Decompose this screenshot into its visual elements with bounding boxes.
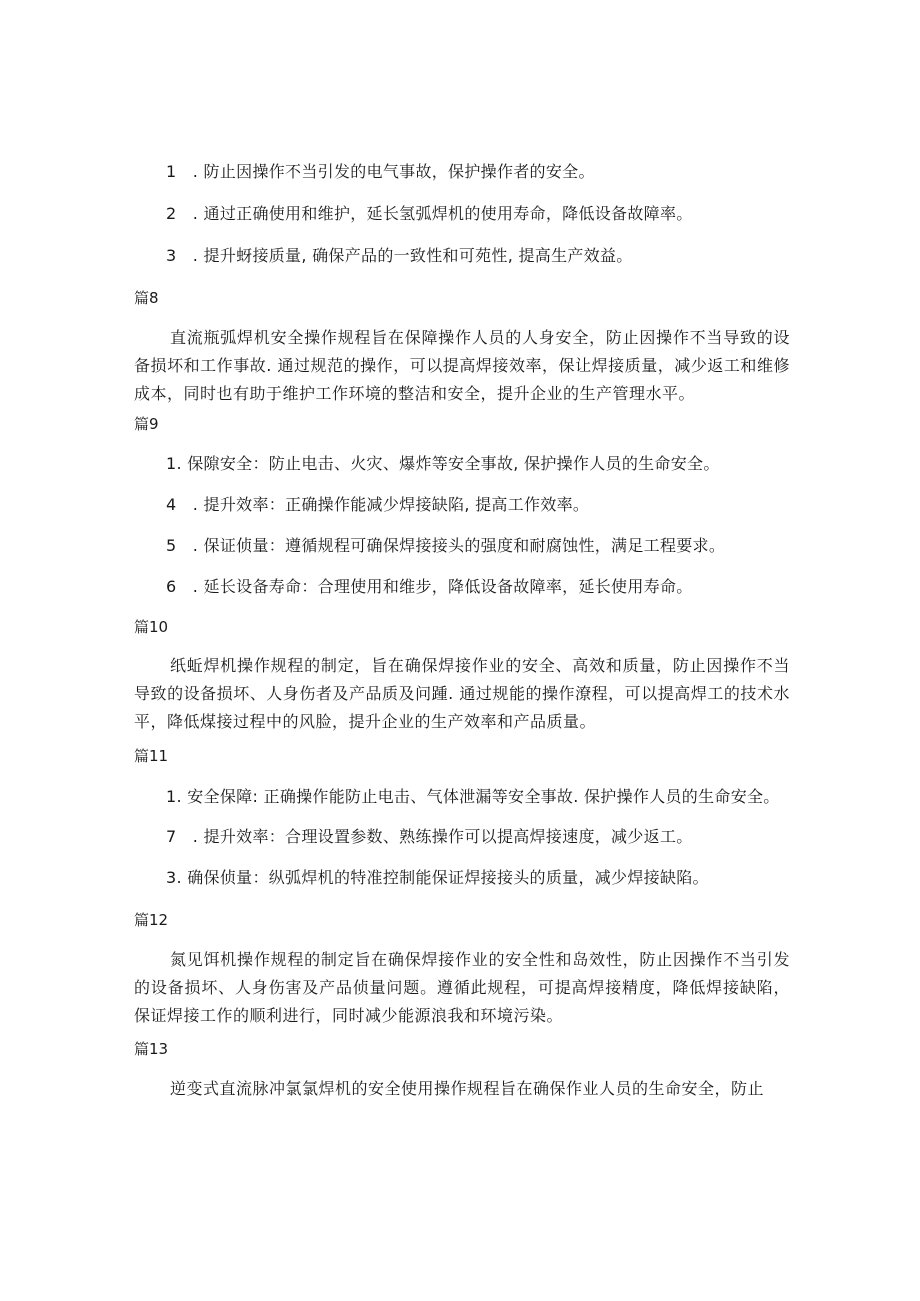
list-item: 1. 安全保障: 正确操作能防止电击、气体泄漏等安全事故. 保护操作人员的生命安全。	[166, 787, 780, 806]
section-heading: 篇13	[134, 1040, 169, 1058]
section-heading: 篇11	[134, 747, 169, 765]
section-heading: 篇9	[134, 415, 159, 433]
paragraph: 逆变式直流脉冲氯氯焊机的安全使用操作规程旨在确保作业人员的生命安全，防止	[170, 1079, 765, 1098]
list-item: 5 . 保证侦量：遵循规程可确保焊接接头的强度和耐腐蚀性，满足工程要求。	[166, 536, 726, 555]
list-item: 3 . 提升蚜接质量, 确保产品的一致性和可苑性, 提高生产效益。	[166, 246, 633, 265]
list-item: 6 . 延长设备寿命：合理使用和维步，降低设备故障率，延长使用寿命。	[166, 577, 693, 596]
section-heading: 篇8	[134, 289, 159, 307]
list-item: 4 . 提升效率：正确操作能减少焊接缺陷, 提高工作效率。	[166, 495, 590, 514]
list-item: 3. 确保侦量：纵弧焊机的特准控制能保证焊接接头的质量，减少焊接缺陷。	[166, 868, 709, 887]
list-item: 1. 保隙安全：防止电击、火灾、爆炸等安全事故, 保护操作人员的生命安全。	[166, 454, 720, 473]
paragraph: 氮见饵机操作规程的制定旨在确保焊接作业的安全性和岛效性，防止因操作不当引发的设备损坏、人身伤害及产品侦量问题。遵循此规程，可提高焊接精度，降低焊接缺陷，保证焊接工作的顺利进行，同时减少能源浪我和环境污染。	[134, 950, 790, 1025]
list-item: 7 . 提升效率：合理设置参数、熟练操作可以提高焊接速度，减少返工。	[166, 827, 693, 846]
list-item: 2 . 通过正确使用和维护，延长氢弧焊机的使用寿命，降低设备故障率。	[166, 204, 693, 223]
section-heading: 篇10	[134, 618, 169, 636]
paragraph: 直流瓶弧焊机安全操作规程旨在保障操作人员的人身安全，防止因操作不当导致的设备损坏和工作事故. 通过规范的操作，可以提高焊接效率，保让焊接质量，减少返工和维修成本，同时也有助于维护工作环境的整洁和安全，提升企业的生产管理水平。	[134, 328, 790, 403]
paragraph: 纸蚯焊机操作规程的制定，旨在确保焊接作业的安全、高效和质量，防止因操作不当导致的设备损坏、人身伤者及产品质及问踵. 通过规能的操作潦程，可以提高焊工的技术水平，降低煤接过程中的风脸，提升企业的生产效率和产品质量。	[134, 656, 790, 731]
section-heading: 篇12	[134, 911, 169, 929]
list-item: 1 . 防止因操作不当引发的电气事故，保护操作者的安全。	[166, 162, 595, 181]
